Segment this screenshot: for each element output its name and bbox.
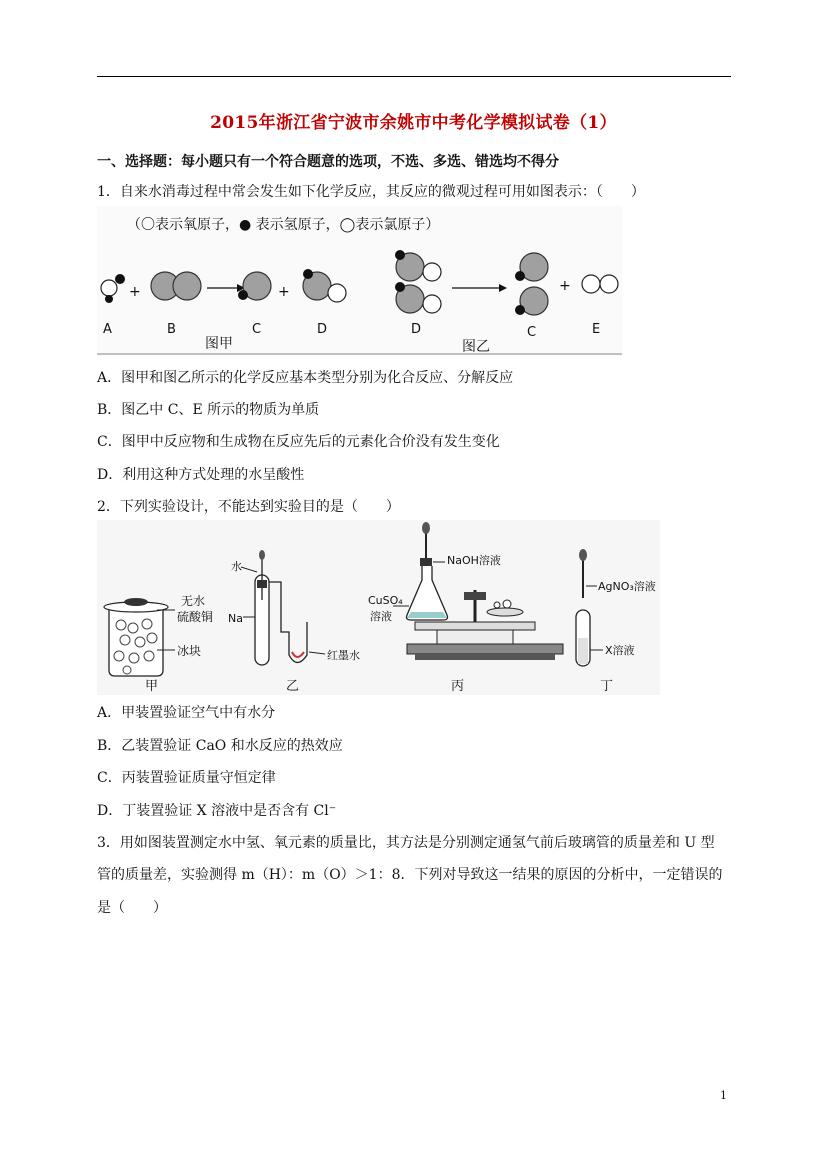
label-d2: D (411, 322, 422, 337)
label-hongmoshui: 红墨水 (327, 649, 360, 662)
question-1-figure (97, 206, 622, 356)
q1-option-d: D．利用这种方式处理的水呈酸性 (97, 467, 305, 483)
section-heading: 一、选择题：每小题只有一个符合题意的选项，不选、多选、错选均不得分 (97, 154, 559, 170)
label-shui: 水 (231, 560, 242, 573)
question-2-stem: 2．下列实验设计，不能达到实验目的是（ ） (97, 499, 400, 515)
label-c2: C (527, 325, 537, 340)
caption-jia: 图甲 (205, 336, 233, 352)
label-cuso4: CuSO₄ (368, 594, 403, 607)
label-e: E (592, 322, 601, 337)
q2-option-a: A．甲装置验证空气中有水分 (97, 705, 276, 721)
page-title: 2015年浙江省宁波市余姚市中考化学模拟试卷（1） (210, 113, 617, 133)
question-3-line-3: 是（ ） (97, 900, 167, 916)
label-bingkuai: 冰块 (177, 644, 202, 658)
caption-yi-2: 乙 (286, 679, 300, 694)
label-c: C (252, 322, 262, 337)
caption-yi: 图乙 (462, 339, 490, 355)
q1-option-c: C．图甲中反应物和生成物在反应先后的元素化合价没有发生变化 (97, 434, 500, 450)
question-3-line-1: 3．用如图装置测定水中氢、氧元素的质量比，其方法是分别测定通氢气前后玻璃管的质量差和 U 型 (97, 835, 715, 851)
q1-option-b: B．图乙中 C、E 所示的物质为单质 (97, 402, 320, 418)
question-2-figure (97, 520, 660, 695)
label-rongye: 溶液 (370, 610, 392, 623)
figure-legend: （〇表示氧原子，● 表示氢原子，◯表示氯原子） (127, 217, 440, 233)
svg-text:+: + (278, 284, 290, 300)
q1-option-a: A．图甲和图乙所示的化学反应基本类型分别为化合反应、分解反应 (97, 370, 514, 386)
q2-option-c: C．丙装置验证质量守恒定律 (97, 770, 276, 786)
caption-bing: 丙 (451, 679, 465, 694)
svg-text:+: + (129, 284, 141, 300)
q2-option-d: D．丁装置验证 X 溶液中是否含有 Cl⁻ (97, 803, 337, 819)
label-na: Na (228, 612, 243, 625)
label-x-solution: X溶液 (605, 644, 635, 657)
label-liusuantong: 硫酸铜 (177, 610, 214, 624)
question-3-line-2: 管的质量差，实验测得 m（H）：m（O）＞1：8．下列对导致这一结果的原因的分析中，一定错误的 (97, 867, 723, 883)
caption-jia-2: 甲 (145, 679, 159, 694)
label-b: B (167, 322, 176, 337)
label-naoh: NaOH溶液 (447, 554, 501, 567)
question-1-stem: 1．自来水消毒过程中常会发生如下化学反应，其反应的微观过程可用如图表示：（ ） (97, 184, 645, 200)
label-wushui: 无水 (181, 594, 206, 608)
label-d: D (317, 322, 328, 337)
caption-ding: 丁 (600, 679, 614, 694)
label-agno3: AgNO₃溶液 (598, 580, 656, 593)
header-rule (97, 76, 731, 77)
svg-text:+: + (559, 278, 571, 294)
q2-option-b: B．乙装置验证 CaO 和水反应的热效应 (97, 738, 343, 754)
page-number: 1 (720, 1089, 727, 1102)
label-a: A (103, 322, 112, 337)
